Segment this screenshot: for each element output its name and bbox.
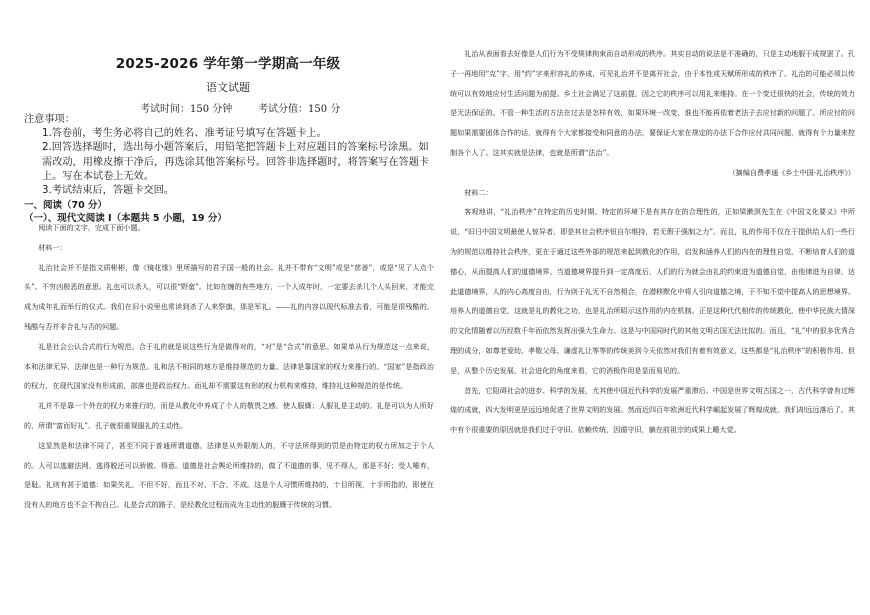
right-body: [450, 44, 855, 440]
notice-block: [24, 113, 432, 198]
paragraph: 礼并不是靠一个外在的权力来推行的，而是从教化中养成了个人的敬畏之感，使人服膺；人服礼是主动的。礼是可以为人所好的，所谓“富而好礼”。孔子就很重视服礼的主动性。: [24, 401, 434, 430]
section-heading: 一、阅读（70 分）: [24, 200, 108, 211]
paragraph: 礼是社会公认合式的行为规范。合于礼的就是说这些行为是做得对的，“对”是“合式”的意思。如果单从行为规范这一点来说，本和法律无异，法律也是一种行为规范。礼和法不相同的地方是维持规范的力量。法律是靠国家的权力来推行的。“国家”是指政治的权力，在现代国家没有形成前，部落也是政治权力。而礼却不需要这有形的权力机构来维持，维持礼这种规范的是传统。: [24, 341, 434, 391]
material-label: 材料二：: [464, 187, 493, 197]
notice-item: 1.答卷前，考生务必将自己的姓名、准考证号填写在答题卡上。: [42, 128, 327, 140]
paragraph: 礼治社会并不是指文质彬彬，像《镜花缘》里所描写的君子国一般的社会。礼并不带有“文明”或是“慈善”，或是“见了人点个头”、不穷凶极恶的意思。礼也可以杀人，可以很“野蛮”。比如在缠的有些地方，一个人成年时，一定要去杀几个人头回来，才能完成为成年礼而举行的仪式。我们在旧小说里也常读到杀了人来祭旗，那是军礼。——礼的内容以现代标准去看，可能是很残酷的。残酷与否并非合礼与否的问题。: [24, 262, 434, 331]
notice-heading: 注意事项：: [24, 114, 75, 125]
notice-item: 2.回答选择题时，选出每小题答案后，用铅笔把答题卡上对应题目的答案标号涂黑。如需改动，用橡皮擦干净后，再选涂其他答案标号。回答非选择题时，将答案写在答题卡上。写在本试卷上无效。: [42, 142, 430, 182]
paragraph: 客观地讲，“礼治秩序”在特定的历史时期、特定的环境下是有其存在的合理性的，正如梁漱溟先生在《中国文化要义》中所说，“旧日中国文明最使人惊异者，即是其社会秩序恒自尔维持，若无假于强制之力”。而且，礼的作用不仅在于提供给人们一些行为的规范以维持社会秩序，更在于通过这些外部的规范来起到教化的作用，启发和涵养人们的内在的理性自觉，不断培育人们的道德心，从而提高人们的道德境界。当道德境界提升到一定高度后，人们的行为就会由礼的约束进为道德自觉，由他律进为自律，达此道德境界，人的内心高度自由，行为则于礼无不自然相合，在潜移默化中将人引向道德之境，于不知不觉中提高人的思想境界。培养人的道德自觉，这就是礼的教化之功，也是礼治所昭示这作用的内在机制。正是这种代代相传的传统教化，使中华民族大情深的文化情随着以历经数千年而依然发挥出强大生命力。这是与中国同时代的其他文明古国无法比拟的。而且，“礼”中的很多优秀合理的成分，如尊老爱幼、孝敬父母、谦虚礼让等等的传统美到今天依然对我们有着有效意义，这些都是“礼治秩序”的积极作用。但是，从整个历史发展、社会进化的角度来看，它的消极作用是显而易见的。: [450, 207, 855, 375]
exam-subtitle: 语文试题: [206, 81, 250, 94]
exam-time: 考试时间：150 分钟: [140, 104, 233, 115]
left-body: [24, 218, 434, 515]
instruction-text: 阅读下面的文字，完成下面小题。: [38, 223, 145, 232]
paragraph: 礼治从表面看去好像是人们行为不受规律拘束而自动形成的秩序。其实自动的说法是不准确的，只是主动地服于成规罢了。孔子一再地用“克”字，用“约”字来形容礼的养成，可见礼治并不是离开社会，由于本性或天赋所形成的秩序了。礼治的可能必须以传统可以有效地应付生活问题为前提。乡土社会满足了这前提，因之它的秩序可以用礼来维持。在一个变迁很快的社会，传统的效力是无法保证的。不管一种生活的方法在过去是怎样有效，如果环境一改变，谁也不能再依着老法子去应付新的问题了。所应付的问题如果需要团体合作的话，就得有个大家都接受和同意的办法，要保证大家在规定的办法下合作应付共同问题，就得有个力量来控制各个人了。这其实就是法律，也就是所谓“法治”。: [450, 49, 855, 157]
exam-score: 考试分值：150 分: [258, 104, 341, 115]
paragraph: 首先，它阻碍社会的进步、科学的发展，尤其使中国近代科学的发展严重滞后。中国是世界文明古国之一，古代科学曾有过辉煌的成就，四大发明更是远远地促进了世界文明的发展。然而近四百年欧洲近代科学崛起发展了辉煌成就，我们却远远落后了。其中有个很重要的原因就是我们过于守旧、依赖传统，因循守旧，躺在前祖宗的成果上睡大觉。: [450, 385, 855, 435]
material-label: 材料一：: [38, 242, 67, 252]
paragraph: 这显然是和法律不同了，甚至不同于普通所谓道德。法律是从外限制人的，不守法所得到的罚是由特定的权力所加之于个人的。人可以逃避法网，逃得脱还可以骄傲、得意。道德是社会舆论所维持的，做了不道德的事，见不得人，那是不好；受人唾弃，是耻。礼则有甚于道德：如果失礼，不但不好，而且不对、不合、不成。这是个人习惯所维持的，十目所视，十手所指的，即使在没有人的地方也不会不拘自己。礼是合式的路子，是经教化过程而成为主动性的服膺于传统的习惯。: [24, 440, 434, 510]
source-citation: （摘编自费孝通《乡土中国·礼治秩序》）: [728, 167, 855, 177]
exam-title: 2025-2026 学年第一学期高一年级: [115, 56, 341, 72]
subsection-heading: （一）、现代文阅读 I（本题共 5 小题，19 分）: [24, 213, 227, 224]
notice-item: 3.考试结束后，答题卡交回。: [42, 185, 174, 197]
